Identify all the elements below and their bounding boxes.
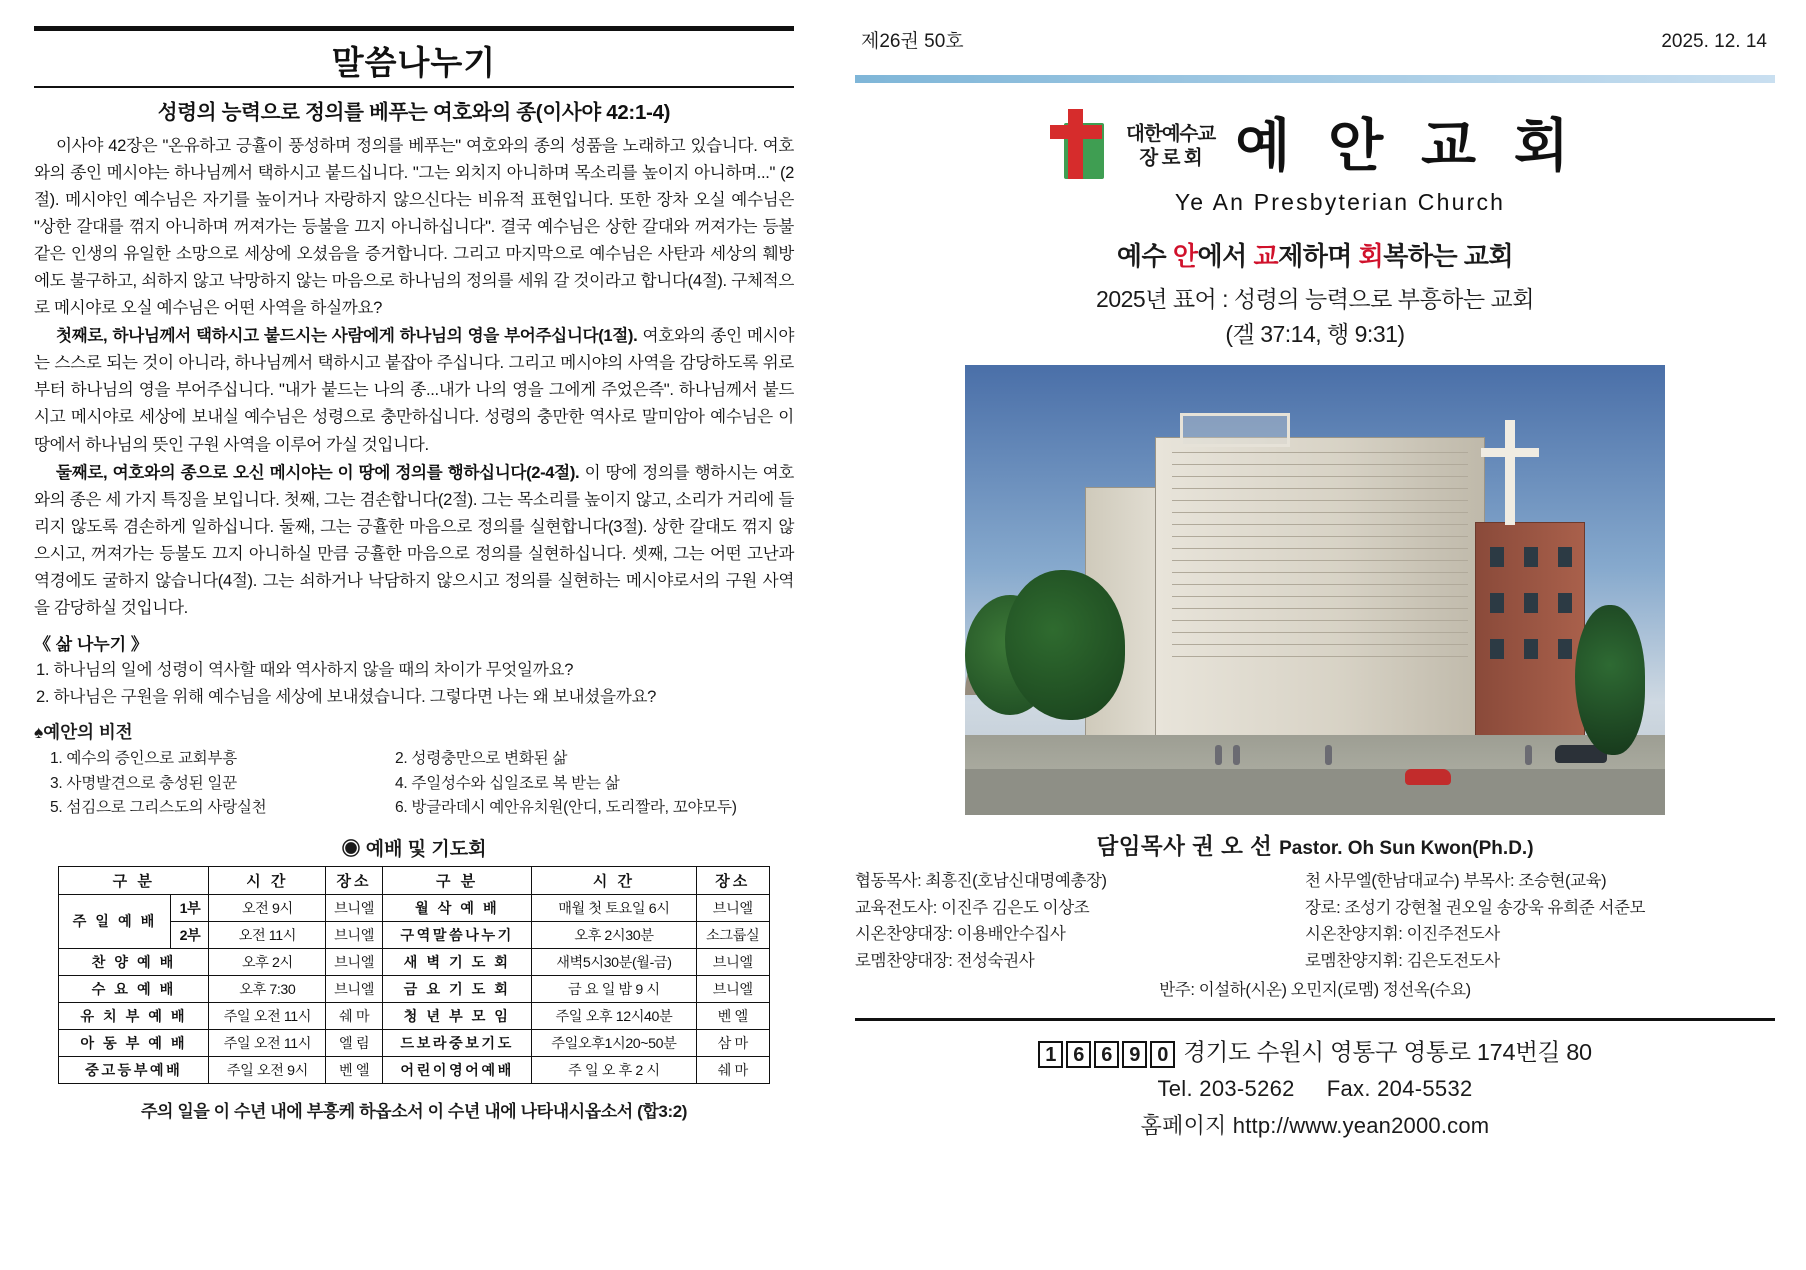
telephone: Tel. 203-5262 xyxy=(1157,1075,1295,1101)
staff-row xyxy=(855,868,1775,895)
fax: Fax. 204-5532 xyxy=(1326,1075,1473,1101)
row1b-place-r: 소그룹실 xyxy=(696,921,770,948)
row1-sub1: 1부 xyxy=(171,894,209,921)
year-motto: 2025년 표어 : 성령의 능력으로 부흥하는 교회 xyxy=(1096,286,1534,312)
row2-time-r: 새벽5시30분(월-금) xyxy=(532,948,696,975)
church-logo-row xyxy=(855,109,1775,183)
row6-time-r: 주 일 오 후 2 시 xyxy=(532,1056,696,1083)
slogan-highlight-2: 교 xyxy=(1253,241,1279,271)
table-row xyxy=(59,1029,770,1056)
row5-name-r: 드보라중보기도 xyxy=(382,1029,531,1056)
vision-item-5: 5. 섬김으로 그리스도의 사랑실천 xyxy=(50,799,267,817)
staff-1-right: 천 사무엘(한남대교수) 부목사: 조승현(교육) xyxy=(1305,872,1607,890)
tree-right xyxy=(1575,605,1645,755)
th-place-left: 장소 xyxy=(326,866,383,894)
row3-place: 브니엘 xyxy=(326,975,383,1002)
row4-place: 쉐 마 xyxy=(326,1002,383,1029)
zip-digit-4: 9 xyxy=(1122,1041,1147,1068)
church-name: 예 안 교 회 xyxy=(1235,113,1580,178)
church-slogan xyxy=(855,236,1775,273)
row6-name-r: 어린이영어예배 xyxy=(382,1056,531,1083)
contact-line xyxy=(855,1076,1775,1102)
accompanist-line: 반주: 이설하(시온) 오민지(로멤) 정선옥(수요) xyxy=(1159,980,1471,999)
staff-2-left: 교육전도사: 이진주 김은도 이상조 xyxy=(855,898,1090,917)
row3-time: 오후 7:30 xyxy=(209,975,326,1002)
question-2: 2. 하나님은 구원을 위해 예수님을 세상에 보내셨습니다. 그렇다면 나는 왜 보내셨을까요? xyxy=(36,687,657,707)
staff-row xyxy=(855,895,1775,922)
zip-digit-1: 1 xyxy=(1038,1041,1063,1068)
vision-header: ♠예안의 비전 xyxy=(34,721,133,742)
pastor-name-kr: 담임목사 권 오 선 xyxy=(1096,834,1273,859)
table-row xyxy=(59,975,770,1002)
staff-list xyxy=(855,868,1775,1004)
row6-place-r: 쉐 마 xyxy=(696,1056,770,1083)
zipcode xyxy=(1038,1041,1175,1068)
vision-item-6: 6. 방글라데시 예안유치원(안디, 도리짤라, 꼬야모두) xyxy=(395,799,737,817)
staff-3-right: 시온찬양지휘: 이진주전도사 xyxy=(1305,925,1500,944)
row1-place2: 브니엘 xyxy=(326,921,383,948)
table-header-row xyxy=(59,866,770,894)
row1-time-r: 매월 첫 토요일 6시 xyxy=(532,894,696,921)
left-column xyxy=(34,26,794,1246)
sermon-paragraph-1: 이사야 42장은 "온유하고 긍휼이 풍성하며 정의를 베푸는" 여호와의 종의 성품을 노래하고 있습니다. 여호와의 종인 메시야는 하나님께서 택하시고 붙드십니다. "그는 외치지 아니하며 목소리를 높이지 아니하며..." (2절). 메시야인 예수님은 자기를 높이거나 자랑하지 않으신다는 비유적 표현입니다. 또한 장차 오실 예수님은 "상한 갈대를 꺾지 아니하며 꺼져가는 등불을 끄지 아니하십니다". 결국 예수님은 상한 갈대와 꺼져가는 등불 같은 인생의 유일한 소망으로 세상에 오셨음을 증거합니다. 그리고 마지막으로 예수님은 사탄과 세상의 훼방에도 불구하고, 쇠하지 않고 낙망하지 않는 마음으로 하나님의 정의를 세워 갈 것이라고 합니다(4절). 구체적으로 메시야로 오실 예수님은 어떤 사역을 하실까요? xyxy=(34,136,794,318)
slogan-highlight-3: 회 xyxy=(1358,241,1384,271)
row3-name: 수 요 예 배 xyxy=(59,975,209,1002)
worship-schedule-table xyxy=(58,866,770,1084)
church-name-english: Ye An Presbyterian Church xyxy=(1174,189,1506,215)
building-facade-lines xyxy=(1172,452,1468,702)
th-division-right: 구 분 xyxy=(382,866,531,894)
slogan-part-3: 제하며 xyxy=(1278,241,1359,271)
pastor-line xyxy=(855,829,1775,861)
share-questions xyxy=(34,657,794,711)
row6-time: 주일 오전 9시 xyxy=(209,1056,326,1083)
road xyxy=(965,769,1665,815)
row2-place: 브니엘 xyxy=(326,948,383,975)
slogan-highlight-1: 안 xyxy=(1172,241,1198,271)
table-row xyxy=(59,1056,770,1083)
address-text: 경기도 수원시 영통구 영통로 174번길 80 xyxy=(1183,1038,1592,1065)
row4-name: 유 치 부 예 배 xyxy=(59,1002,209,1029)
row6-place: 벤 엘 xyxy=(326,1056,383,1083)
row1b-name-r: 구역말씀나누기 xyxy=(382,921,531,948)
year-motto-reference: (겔 37:14, 행 9:31) xyxy=(1225,321,1405,347)
church-building-photo xyxy=(965,365,1665,815)
question-1: 1. 하나님의 일에 성령이 역사할 때와 역사하지 않을 때의 차이가 무엇일까요? xyxy=(36,659,574,679)
row1-sub2: 2부 xyxy=(171,921,209,948)
row4-time-r: 주일 오후 12시40분 xyxy=(532,1002,696,1029)
volume-row xyxy=(855,26,1775,53)
slogan-part-2: 에서 xyxy=(1197,241,1254,271)
sermon-paragraph-3: 둘째로, 여호와의 종으로 오신 메시야는 이 땅에 정의를 행하십니다(2-4절). 이 땅에 정의를 행하시는 여호와의 종은 세 가지 특징을 보입니다. 첫째, 그는 겸손합니다(2절). 그는 목소리를 높이지 않고, 소리가 거리에 들리지 않도록 겸손하게 일하십니다. 둘째, 그는 긍휼한 마음으로 정의를 실현합니다(3절). 상한 갈대도 꺾지 않으시고, 꺼져가는 등불도 끄지 아니하실 만큼 긍휼한 마음으로 정의를 실현하십니다. 셋째, 그는 어떤 고난과 역경에도 굴하지 않습니다(4절). 그는 쇠하거나 낙담하지 않으시고 정의를 실현하는 메시야로서의 구원 사역을 감당하실 것입니다. xyxy=(34,462,794,617)
top-rule xyxy=(34,26,794,31)
row4-place-r: 벤 엘 xyxy=(696,1002,770,1029)
sermon-body xyxy=(34,132,794,621)
table-row xyxy=(59,1002,770,1029)
issue-date: 2025. 12. 14 xyxy=(1661,31,1767,52)
row1b-time-r: 오후 2시30분 xyxy=(532,921,696,948)
row1-name-r: 월 삭 예 배 xyxy=(382,894,531,921)
slogan-part-4: 복하는 교회 xyxy=(1383,241,1514,271)
zip-digit-2: 6 xyxy=(1066,1041,1091,1068)
row2-place-r: 브니엘 xyxy=(696,948,770,975)
row3-place-r: 브니엘 xyxy=(696,975,770,1002)
row1-name: 주 일 예 배 xyxy=(59,894,171,948)
zip-digit-5: 0 xyxy=(1150,1041,1175,1068)
zip-digit-3: 6 xyxy=(1094,1041,1119,1068)
staff-row xyxy=(855,948,1775,975)
th-time-right: 시 간 xyxy=(532,866,696,894)
roof-structure xyxy=(1180,413,1290,447)
building-main xyxy=(1155,437,1485,737)
right-column xyxy=(855,26,1775,1140)
row4-time: 주일 오전 11시 xyxy=(209,1002,326,1029)
staff-2-right: 장로: 조성기 강현철 권오일 송강욱 유희준 서준모 xyxy=(1305,898,1646,917)
cross-icon xyxy=(1050,109,1112,183)
row2-name: 찬 양 예 배 xyxy=(59,948,209,975)
denomination xyxy=(1126,122,1215,171)
vision-item-2: 2. 성령충만으로 변화된 삶 xyxy=(395,749,568,767)
row3-name-r: 금 요 기 도 회 xyxy=(382,975,531,1002)
homepage-line: 홈페이지 http://www.yean2000.com xyxy=(1140,1112,1490,1138)
building-right-wing xyxy=(1475,522,1585,737)
volume-number: 제26권 50호 xyxy=(861,31,964,52)
table-row xyxy=(59,894,770,921)
title-underline xyxy=(34,86,794,88)
vision-list xyxy=(34,747,794,821)
row1-place1: 브니엘 xyxy=(326,894,383,921)
staff-4-left: 로멤찬양대장: 전성숙권사 xyxy=(855,952,1035,971)
staff-4-right: 로멤찬양지휘: 김은도전도사 xyxy=(1305,952,1500,971)
row5-place-r: 삼 마 xyxy=(696,1029,770,1056)
row5-name: 아 동 부 예 배 xyxy=(59,1029,209,1056)
th-division-left: 구 분 xyxy=(59,866,209,894)
scripture-title: 성령의 능력으로 정의를 베푸는 여호와의 종(이사야 42:1-4) xyxy=(157,101,671,124)
row1-place-r: 브니엘 xyxy=(696,894,770,921)
row2-name-r: 새 벽 기 도 회 xyxy=(382,948,531,975)
row2-time: 오후 2시 xyxy=(209,948,326,975)
car-red xyxy=(1405,769,1451,785)
vision-item-4: 4. 주일성수와 십일조로 복 받는 삶 xyxy=(395,774,620,792)
row1-time2: 오전 11시 xyxy=(209,921,326,948)
row5-time: 주일 오전 11시 xyxy=(209,1029,326,1056)
steeple-cross-icon xyxy=(1481,448,1539,457)
row1-time1: 오전 9시 xyxy=(209,894,326,921)
row6-name: 중고등부예배 xyxy=(59,1056,209,1083)
share-section-header: 《 삶 나누기 》 xyxy=(34,634,148,654)
pastor-name-en: Pastor. Oh Sun Kwon(Ph.D.) xyxy=(1279,838,1534,859)
steeple xyxy=(1505,420,1515,525)
sermon-header: 말씀나누기 xyxy=(331,44,497,81)
sermon-paragraph-2: 첫째로, 하나님께서 택하시고 붙드시는 사람에게 하나님의 영을 부어주십니다(1절). 여호와의 종인 메시야는 스스로 되는 것이 아니라, 하나님께서 택하시고 붙잡아 주십니다. 그리고 메시야의 사역을 감당하도록 위로부터 하나님의 영을 부어주십니다. "내가 붙드는 나의 종...내가 나의 영을 그에게 주었은즉". 하나님께서 붙드시고 메시야로 세상에 보내실 예수님은 성령으로 충만하십니다. 성령의 충만한 역사로 말미암아 예수님은 이 땅에서 하나님의 뜻인 구원 사역을 이루어 가실 것입니다. xyxy=(34,326,794,454)
denomination-line-1: 대한예수교 xyxy=(1126,122,1216,145)
th-time-left: 시 간 xyxy=(209,866,326,894)
vision-item-1: 1. 예수의 증인으로 교회부흥 xyxy=(50,749,237,767)
row5-place: 엘 림 xyxy=(326,1029,383,1056)
decorative-band xyxy=(855,75,1775,83)
vision-item-3: 3. 사명발견으로 충성된 일꾼 xyxy=(50,774,237,792)
footer-verse: 주의 일을 이 수년 내에 부흥케 하옵소서 이 수년 내에 나타내시옵소서 (합3:2) xyxy=(140,1101,688,1121)
th-place-right: 장소 xyxy=(696,866,770,894)
staff-row xyxy=(855,921,1775,948)
schedule-header: ◉ 예배 및 기도회 xyxy=(341,838,487,860)
row5-time-r: 주일오후1시20~50분 xyxy=(532,1029,696,1056)
church-address xyxy=(855,1033,1775,1068)
staff-1-left: 협동목사: 최흥진(호남신대명예총장) xyxy=(855,872,1107,890)
staff-3-left: 시온찬양대장: 이용배안수집사 xyxy=(855,925,1066,944)
divider-rule xyxy=(855,1018,1775,1021)
denomination-line-2: 장 로 회 xyxy=(1139,147,1202,169)
table-row xyxy=(59,948,770,975)
row4-name-r: 청 년 부 모 임 xyxy=(382,1002,531,1029)
row3-time-r: 금 요 일 밤 9 시 xyxy=(532,975,696,1002)
slogan-part-1: 예수 xyxy=(1116,241,1173,271)
